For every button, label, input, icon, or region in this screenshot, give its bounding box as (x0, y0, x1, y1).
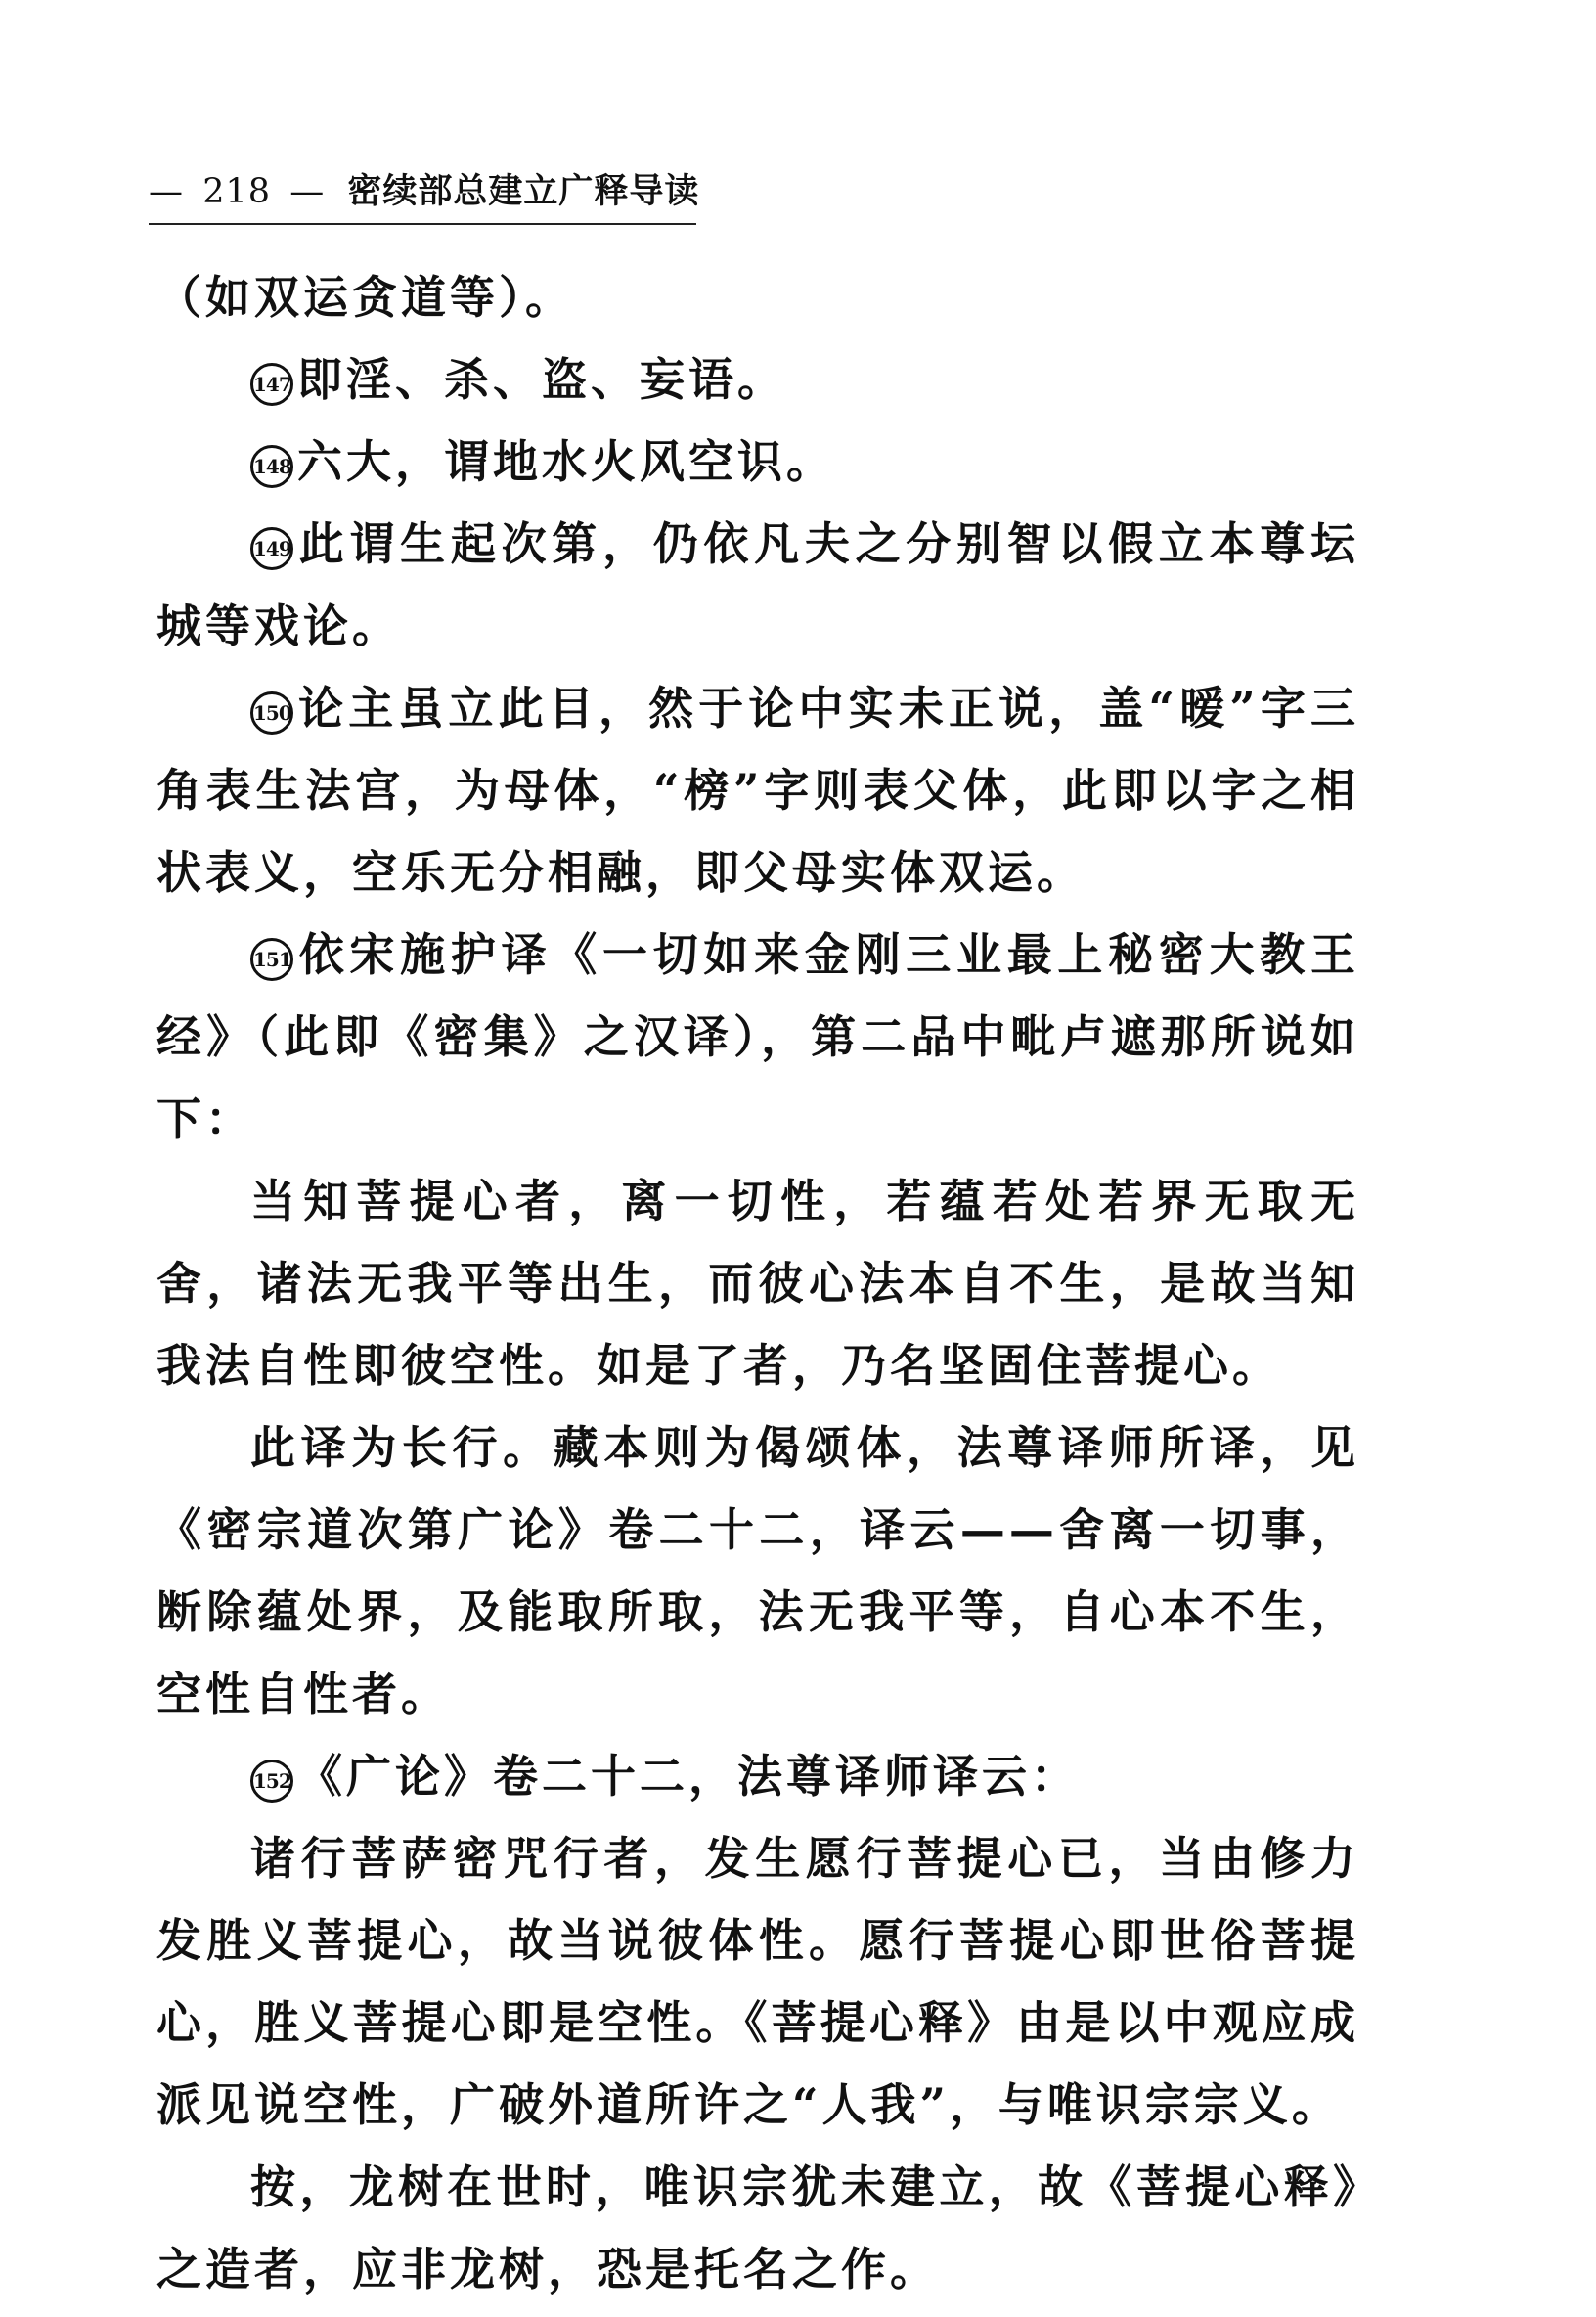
translation-remark (156, 1406, 1359, 1735)
page-number: 218 (202, 172, 271, 211)
endnote-150 (156, 667, 1359, 913)
quoted-sutra-passage (156, 1160, 1359, 1406)
paragraph-text: 按，龙树在世时，唯识宗犹未建立，故《菩提心释》之造者，应非龙树，恐是托名之作。 (156, 2161, 1359, 2295)
paragraph-text: 《广论》卷二十二，法尊译师译云： (297, 1750, 1080, 1803)
paragraph-text: 此谓生起次第，仍依凡夫之分别智以假立本尊坛城等戏论。 (156, 517, 1359, 652)
endnote-147 (156, 338, 1359, 421)
book-title: 密续部总建立广释导读 (347, 171, 700, 211)
endnote-151 (156, 913, 1359, 1160)
note-number-badge: 151 (250, 938, 293, 981)
endnote-148 (156, 421, 1359, 503)
quoted-commentary-passage (156, 1817, 1359, 2146)
note-number-badge: 149 (250, 527, 293, 570)
paragraph-text: 诸行菩萨密咒行者，发生愿行菩提心已，当由修力发胜义菩提心，故当说彼体性。愿行菩提心即世俗菩提心，胜义菩提心即是空性。《菩提心释》由是以中观应成派见说空性，广破外道所许之“人我”，与唯识宗宗义。 (156, 1832, 1359, 2131)
paragraph-text: 即淫、杀、盗、妄语。 (297, 353, 786, 406)
paragraph-text: 依宋施护译《一切如来金刚三业最上秘密大教王经》（此即《密集》之汉译），第二品中毗卢遮那所说如下： (156, 928, 1359, 1145)
paragraph-text: 此译为长行。藏本则为偈颂体，法尊译师所译，见《密宗道次第广论》卷二十二，译云——舍离一切事，断除蕴处界，及能取所取，法无我平等，自心本不生，空性自性者。 (156, 1421, 1359, 1720)
paragraph-continuation (156, 256, 1359, 338)
note-number-badge: 147 (250, 363, 293, 406)
endnote-152 (156, 1735, 1359, 1817)
author-remark (156, 2146, 1359, 2310)
paragraph-text: 论主虽立此目，然于论中实未正说，盖“暧”字三角表生法宫，为母体，“榜”字则表父体，此即以字之相状表义，空乐无分相融，即父母实体双运。 (156, 682, 1359, 899)
note-number-badge: 150 (250, 691, 293, 735)
running-header (149, 164, 700, 225)
paragraph-text: 六大，谓地水火风空识。 (297, 435, 835, 488)
endnote-149 (156, 503, 1359, 667)
header-dash-left: — (149, 172, 184, 211)
note-number-badge: 152 (250, 1760, 293, 1803)
paragraph-text: 当知菩提心者，离一切性，若蕴若处若界无取无舍，诸法无我平等出生，而彼心法本自不生，是故当知我法自性即彼空性。如是了者，乃名坚固住菩提心。 (156, 1175, 1359, 1392)
note-number-badge: 148 (250, 445, 293, 488)
paragraph-text: （如双运贪道等）。 (156, 271, 574, 324)
header-dash-right: — (289, 172, 326, 211)
body-text (156, 256, 1359, 2310)
